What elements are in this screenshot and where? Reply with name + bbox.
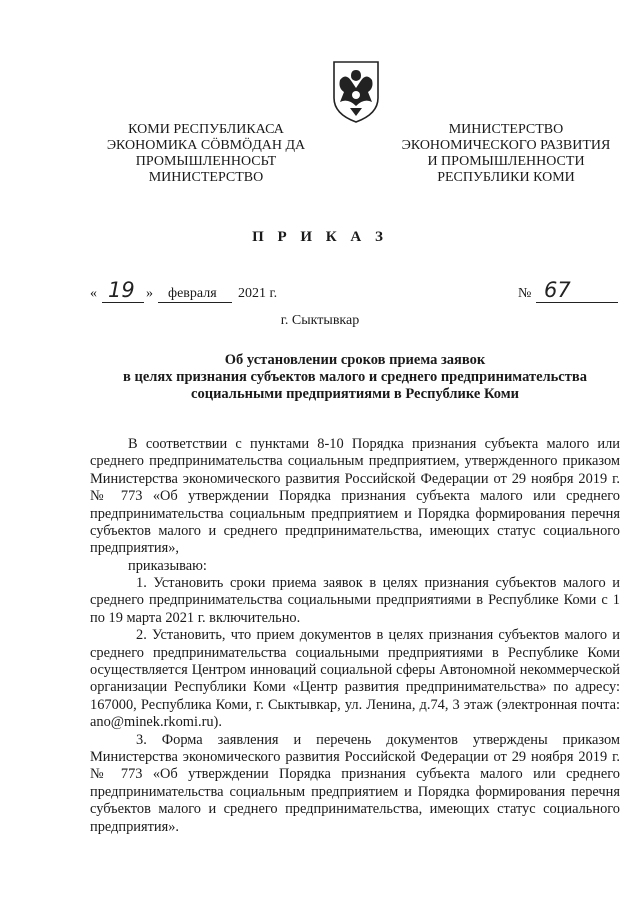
date-month: февраля bbox=[168, 286, 217, 301]
document-number: 67 bbox=[544, 278, 571, 302]
subject-line: социальными предприятиями в Республике Коми bbox=[191, 386, 519, 402]
date-day: 19 bbox=[108, 278, 135, 302]
header-left-ministry-komi bbox=[96, 122, 316, 186]
order-item-2: 2. Установить, что прием документов в целях признания субъектов малого и среднего предпринимательства социальными предприятиями в Республике Коми осуществляется Центром инноваций социальной сферы Автономной некоммерческой организации Республики Коми «Центр развития предпринимательства» по адресу: 167000, Республика Коми, г. Сыктывкар, ул. Ленина, д.74, 3 этаж (электронная почта: ano@minek.rkomi.ru). bbox=[90, 627, 620, 731]
header-left-line: ПРОМЫШЛЕННОСЬТ bbox=[135, 154, 277, 169]
order-item-3: 3. Форма заявления и перечень документов утверждены приказом Министерства экономического развития Российской Федерации от 29 ноября 2019 г. № 773 «Об утверждении Порядка признания субъекта малого или среднего предпринимательства социальным предприятием и Порядка формирования перечня субъектов малого и среднего предпринимательства, имеющих статус социального предприятия». bbox=[90, 731, 620, 835]
date-number-line bbox=[90, 278, 620, 304]
date-close-quote: » bbox=[146, 286, 153, 301]
header-left-line: МИНИСТЕРСТВО bbox=[148, 170, 264, 185]
city-line: г. Сыктывкар bbox=[280, 313, 360, 328]
header-left-line: КОМИ РЕСПУБЛИКАСА bbox=[128, 122, 284, 137]
order-word: приказываю: bbox=[128, 557, 207, 574]
header-right-line: МИНИСТЕРСТВО bbox=[448, 122, 564, 137]
date-day-underline bbox=[102, 302, 144, 303]
subject-line: в целях признания субъектов малого и среднего предпринимательства bbox=[123, 369, 587, 385]
date-month-underline bbox=[158, 302, 232, 303]
preamble-block bbox=[90, 436, 620, 575]
order-item-1: 1. Установить сроки приема заявок в целях признания субъектов малого и среднего предпринимательства социальными предприятиями в Республике Коми с 1 по 19 марта 2021 г. включительно. bbox=[90, 575, 620, 626]
header-left-line: ЭКОНОМИКА СÖВМÖДАН ДА bbox=[106, 138, 306, 153]
date-open-quote: « bbox=[90, 286, 97, 301]
komi-coat-of-arms-icon bbox=[328, 58, 384, 124]
subject-line: Об установлении сроков приема заявок bbox=[224, 352, 486, 368]
order-items bbox=[90, 575, 620, 836]
document-title: П Р И К А З bbox=[252, 229, 388, 245]
number-sign: № bbox=[518, 286, 532, 301]
document-number-underline bbox=[536, 302, 618, 303]
header-right-line: ЭКОНОМИЧЕСКОГО РАЗВИТИЯ bbox=[401, 138, 611, 153]
header-right-ministry-ru bbox=[396, 122, 616, 186]
preamble-paragraph: В соответствии с пунктами 8-10 Порядка признания субъекта малого или среднего предпринимательства социальным предприятием, утвержденного приказом Министерства экономического развития Российской Федерации от 29 ноября 2019 г. № 773 «Об утверждении Порядка признания субъекта малого или среднего предпринимательства социальным предприятием и Порядка формирования перечня субъектов малого и среднего предпринимательства, имеющих статус социального предприятия», bbox=[90, 436, 620, 557]
header-right-line: И ПРОМЫШЛЕННОСТИ bbox=[427, 154, 585, 169]
date-year: 2021 г. bbox=[238, 286, 278, 301]
document-subject bbox=[90, 352, 620, 403]
header-right-line: РЕСПУБЛИКИ КОМИ bbox=[437, 170, 575, 185]
